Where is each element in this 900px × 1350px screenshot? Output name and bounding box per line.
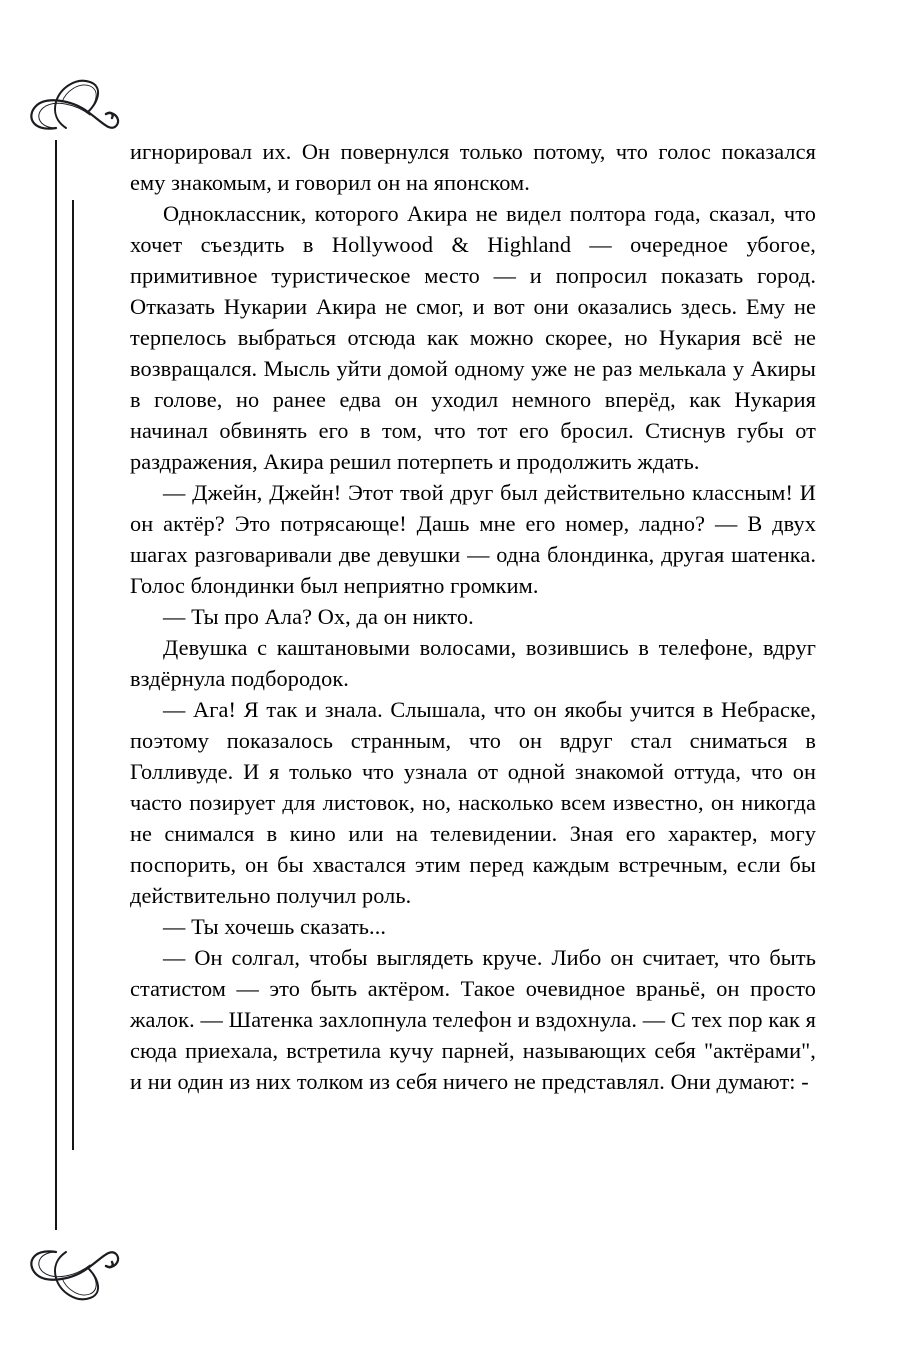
page-decoration [0,0,140,1350]
calligraphic-flourish-icon [10,70,130,175]
paragraph: — Ты хочешь сказать... [163,914,387,939]
paragraph: игнорировал их. Он повернулся только потому, что голос показался ему знакомым, и говорил он на японском. [130,139,816,195]
paragraph: — Ты про Ала? Ох, да он никто. [163,604,474,629]
calligraphic-flourish-icon [10,1205,130,1310]
vertical-rule-inner [72,200,74,1150]
paragraph: — Джейн, Джейн! Этот твой друг был действительно классным! И он актёр? Это потрясающе! Дашь мне его номер, ладно? — В двух шагах разговаривали две девушки — одна блондинка, другая шатенка. Голос блондинки был неприятно громким. [130,480,816,598]
body-text-column [130,136,816,1097]
paragraph: — Он солгал, чтобы выглядеть круче. Либо он считает, что быть статистом — это быть актёром. Такое очевидное враньё, он просто жалок. — Шатенка захлопнула телефон и вздохнула. — С тех пор как я сюда приехала, встретила кучу парней, называющих себя "актёрами", и ни один из них толком из себя ничего не представлял. Они думают: - [130,945,816,1094]
paragraph: — Ага! Я так и знала. Слышала, что он якобы учится в Небраске, поэтому показалось странным, что он вдруг стал сниматься в Голливуде. И я только что узнала от одной знакомой оттуда, что он часто позирует для листовок, но, насколько всем известно, он никогда не снимался в кино или на телевидении. Зная его характер, могу поспорить, он бы хвастался этим перед каждым встречным, если бы действительно получил роль. [130,697,816,908]
paragraph: Девушка с каштановыми волосами, возившись в телефоне, вдруг вздёрнула подбородок. [130,635,816,691]
vertical-rule-outer [55,140,57,1230]
paragraph: Одноклассник, которого Акира не видел полтора года, сказал, что хочет съездить в Hollywood & Highland — очередное убогое, примитивное туристическое место — и попросил показать город. Отказать Нукарии Акира не смог, и вот они оказались здесь. Ему не терпелось выбраться отсюда как можно скорее, но Нукария всё не возвращался. Мысль уйти домой одному уже не раз мелькала у Акиры в голове, но ранее едва он уходил немного вперёд, как Нукария начинал обвинять его в том, что тот его бросил. Стиснув губы от раздражения, Акира решил потерпеть и продолжить ждать. [130,201,816,474]
